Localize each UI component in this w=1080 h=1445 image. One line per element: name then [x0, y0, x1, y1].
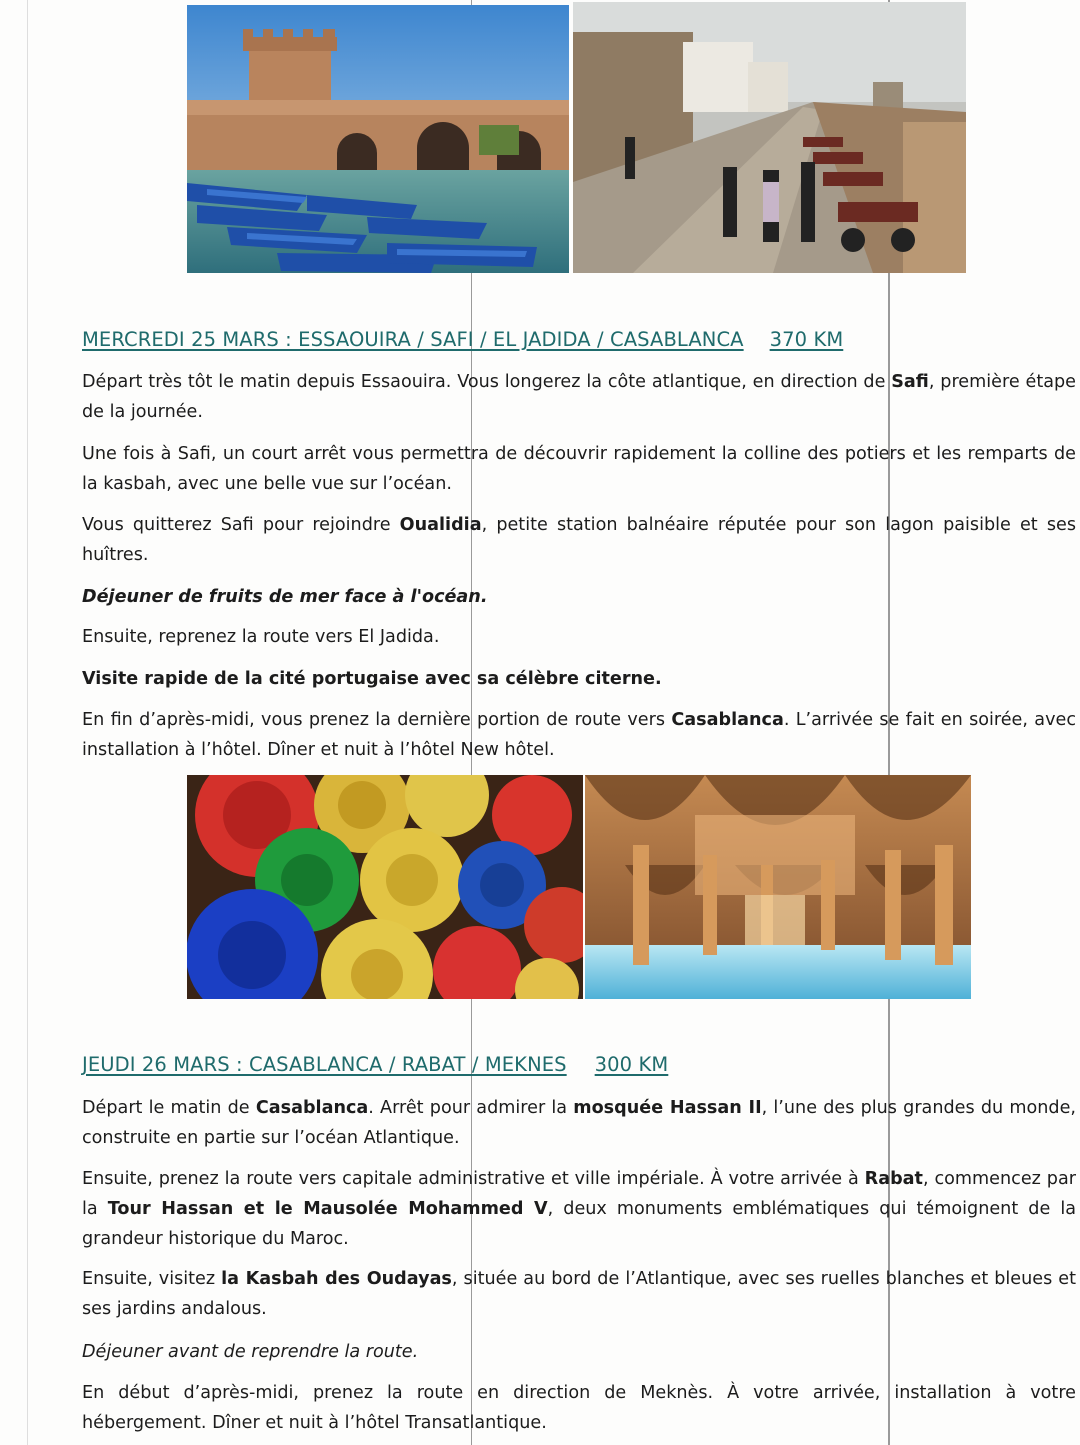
text-segment: Départ le matin de: [82, 1098, 256, 1118]
day-1-lunch: [82, 582, 1076, 612]
day-2-paragraph-3: [82, 1264, 1076, 1324]
day-1-title: [82, 328, 843, 351]
text-segment: , l’une des plus grandes du monde, construite en partie sur l’océan Atlantique.: [82, 1098, 1076, 1148]
highlight-casablanca: Casablanca: [255, 1098, 369, 1118]
day-1-paragraph-5: Ensuite, reprenez la route vers El Jadida.: [82, 627, 440, 647]
text-segment: , petite station balnéaire réputée pour son lagon paisible et ses huîtres.: [82, 515, 1076, 565]
photo-essaouira-ramparts: [573, 2, 966, 273]
visit-text: Visite rapide de la cité portugaise avec sa célèbre citerne.: [82, 669, 662, 689]
highlight-casablanca: Casablanca: [671, 710, 784, 730]
text-segment: En fin d’après-midi, vous prenez la dernière portion de route vers: [82, 710, 672, 730]
text-segment: . L’arrivée se fait en soirée, avec installation à l’hôtel. Dîner et nuit à l’hôtel New hôtel.: [82, 710, 1076, 760]
lunch-text: Déjeuner de fruits de mer face à l'océan.: [82, 587, 488, 607]
text-segment: Ensuite, visitez: [82, 1269, 222, 1289]
text-segment: Départ très tôt le matin depuis Essaouira. Vous longerez la côte atlantique, en direction de: [82, 372, 892, 392]
day-1-paragraph-3: [82, 510, 1076, 570]
text-segment: , première étape de la journée.: [82, 372, 1076, 422]
day-2-lunch: [82, 1337, 1076, 1367]
day-1-paragraph-7: [82, 705, 1076, 765]
highlight-kasbah: la Kasbah des Oudayas: [221, 1269, 452, 1289]
text-segment: , deux monuments emblématiques qui témoignent de la grandeur historique du Maroc.: [82, 1199, 1077, 1249]
photo-el-jadida-cistern: [585, 775, 971, 999]
highlight-rabat: Rabat: [864, 1169, 923, 1189]
day-2-title: [82, 1053, 668, 1076]
day-2-title-text: JEUDI 26 MARS : CASABLANCA / RABAT / MEKNES: [82, 1053, 567, 1076]
highlight-mosque: mosquée Hassan II: [573, 1098, 762, 1118]
day-1-paragraph-1: [82, 367, 1076, 427]
lunch-text: Déjeuner avant de reprendre la route.: [82, 1342, 419, 1362]
day-1-visit: [82, 664, 1076, 694]
day-2-distance: 300 KM: [594, 1053, 669, 1076]
text-segment: . Arrêt pour admirer la: [368, 1098, 574, 1118]
scan-line-margin: [27, 0, 28, 1445]
photo-essaouira-fortress: [187, 5, 569, 273]
text-segment: , commencez par la: [82, 1169, 1076, 1219]
day-2-paragraph-5: En début d’après-midi, prenez la route en direction de Meknès. À votre arrivée, installation à votre hébergement. Dîner et nuit à l’hôtel Transatlantique.: [82, 1383, 1076, 1433]
day-2-paragraph-2: [82, 1164, 1076, 1254]
photo-safi-pottery: [187, 775, 583, 999]
highlight-tour-hassan: Tour Hassan et le Mausolée Mohammed V: [107, 1199, 548, 1219]
text-segment: , située au bord de l’Atlantique, avec ses ruelles blanches et bleues et ses jardins andalous.: [82, 1269, 1077, 1319]
text-segment: Vous quitterez Safi pour rejoindre: [82, 515, 400, 535]
day-2-paragraph-1: [82, 1093, 1076, 1153]
day-1-distance: 370 KM: [769, 328, 844, 351]
day-1-paragraph-2: Une fois à Safi, un court arrêt vous permettra de découvrir rapidement la colline des potiers et les remparts de la kasbah, avec une belle vue sur l’océan.: [82, 444, 1076, 494]
day-1-title-text: MERCREDI 25 MARS : ESSAOUIRA / SAFI / EL JADIDA / CASABLANCA: [82, 328, 744, 351]
highlight-oualidia: Oualidia: [399, 515, 482, 535]
highlight-safi: Safi: [891, 372, 929, 392]
text-segment: Ensuite, prenez la route vers capitale administrative et ville impériale. À votre arrivée à: [82, 1169, 865, 1189]
